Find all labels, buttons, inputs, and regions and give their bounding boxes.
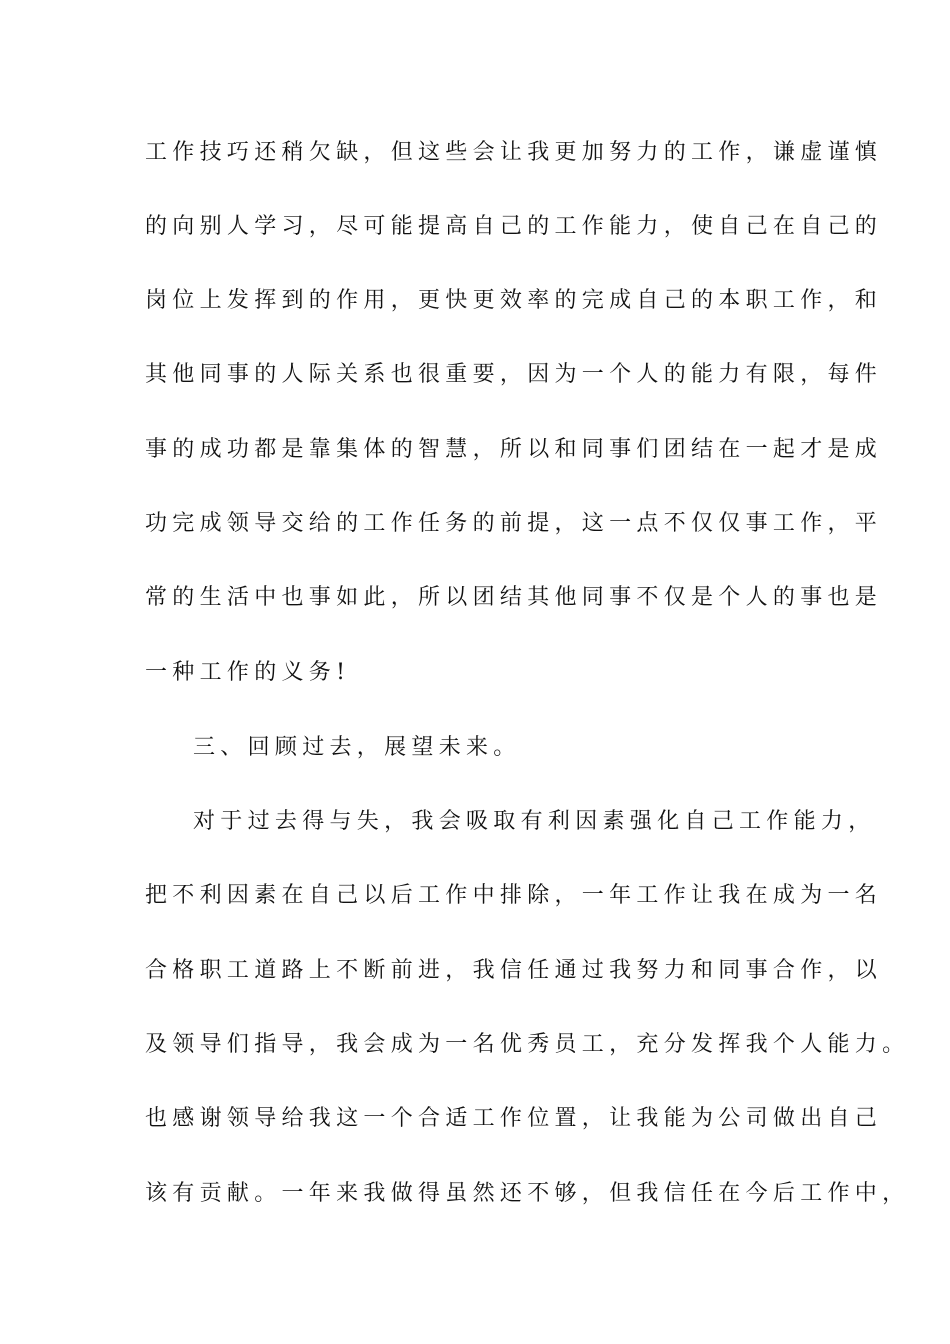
- paragraph-line: 一种工作的义务!: [145, 660, 351, 685]
- section-heading: 三、回顾过去，展望未来。: [193, 735, 521, 760]
- paragraph-line: 及领导们指导，我会成为一名优秀员工，充分发挥我个人能力。: [145, 1032, 910, 1057]
- paragraph-line: 其他同事的人际关系也很重要，因为一个人的能力有限，每件: [145, 362, 883, 387]
- paragraph-line: 功完成领导交给的工作任务的前提，这一点不仅仅事工作，平: [145, 511, 883, 536]
- paragraph-line: 该有贡献。一年来我做得虽然还不够，但我信任在今后工作中，: [145, 1181, 910, 1206]
- paragraph-line: 合格职工道路上不断前进，我信任通过我努力和同事合作，以: [145, 958, 883, 983]
- paragraph-line: 也感谢领导给我这一个合适工作位置，让我能为公司做出自己: [145, 1106, 883, 1131]
- paragraph-line: 常的生活中也事如此，所以团结其他同事不仅是个人的事也是: [145, 585, 883, 610]
- paragraph-line: 对于过去得与失，我会吸取有利因素强化自己工作能力，: [193, 809, 876, 834]
- paragraph-line: 的向别人学习，尽可能提高自己的工作能力，使自己在自己的: [145, 214, 883, 239]
- paragraph-line: 工作技巧还稍欠缺，但这些会让我更加努力的工作，谦虚谨慎: [145, 140, 883, 165]
- paragraph-line: 把不利因素在自己以后工作中排除，一年工作让我在成为一名: [145, 883, 883, 908]
- paragraph-line: 岗位上发挥到的作用，更快更效率的完成自己的本职工作，和: [145, 288, 883, 313]
- paragraph-line: 事的成功都是靠集体的智慧，所以和同事们团结在一起才是成: [145, 437, 883, 462]
